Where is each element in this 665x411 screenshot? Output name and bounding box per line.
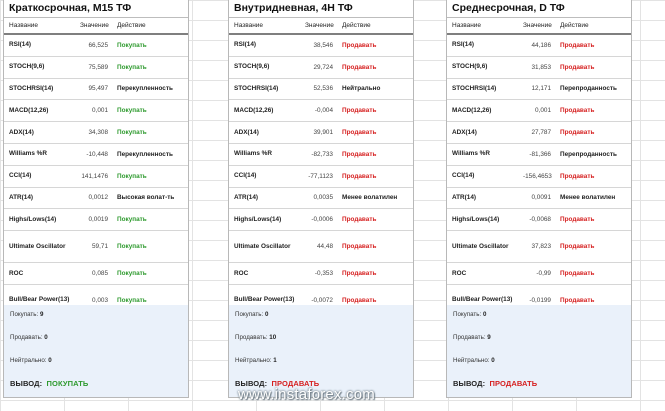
indicator-row bbox=[4, 263, 188, 285]
header-name: Название bbox=[234, 22, 264, 29]
buy-count-label: Покупать: bbox=[235, 311, 264, 318]
indicator-action: Продавать bbox=[560, 216, 595, 224]
indicator-action: Покупать bbox=[117, 63, 147, 71]
indicator-action: Покупать bbox=[117, 172, 147, 180]
buy-count-line bbox=[10, 311, 43, 318]
indicator-name: Ultimate Oscillator bbox=[234, 242, 291, 250]
indicator-row bbox=[447, 35, 631, 57]
indicator-action: Продавать bbox=[342, 107, 377, 115]
indicator-row bbox=[4, 35, 188, 57]
header-name: Название bbox=[9, 22, 39, 29]
indicator-action: Покупать bbox=[117, 107, 147, 115]
indicator-name: Highs/Lows(14) bbox=[452, 215, 500, 223]
indicator-row bbox=[447, 100, 631, 122]
summary-block bbox=[4, 305, 188, 397]
sell-count-line bbox=[235, 334, 276, 341]
indicator-action: Перепроданность bbox=[560, 85, 617, 93]
indicator-action: Покупать bbox=[117, 129, 147, 137]
indicator-row bbox=[447, 231, 631, 263]
indicator-name: Williams %R bbox=[9, 150, 47, 158]
indicator-name: Highs/Lows(14) bbox=[9, 215, 57, 223]
indicator-panel bbox=[3, 0, 189, 398]
indicator-row bbox=[447, 209, 631, 231]
indicator-action: Продавать bbox=[560, 129, 595, 137]
header-value: Значение bbox=[80, 22, 109, 29]
indicator-row bbox=[4, 231, 188, 263]
indicator-name: STOCHRSI(14) bbox=[9, 84, 54, 92]
indicator-name: RSI(14) bbox=[234, 41, 257, 49]
indicator-action: Покупать bbox=[117, 270, 147, 278]
indicator-row bbox=[4, 209, 188, 231]
indicator-value: 34,308 bbox=[88, 129, 108, 137]
buy-count: 0 bbox=[264, 311, 269, 318]
verdict-line bbox=[10, 379, 88, 388]
indicator-action: Продавать bbox=[560, 172, 595, 180]
indicator-name: ADX(14) bbox=[234, 128, 259, 136]
indicator-value: 0,001 bbox=[535, 107, 551, 115]
verdict-value: ПОКУПАТЬ bbox=[46, 379, 89, 388]
indicator-action: Высокая волат-ть bbox=[117, 194, 175, 202]
sell-count: 9 bbox=[487, 334, 491, 341]
column-header-row bbox=[4, 18, 188, 35]
indicator-name: STOCH(9,6) bbox=[9, 63, 45, 71]
indicator-value: 0,0035 bbox=[313, 194, 333, 202]
verdict-line bbox=[453, 379, 537, 388]
indicator-value: -0,353 bbox=[314, 270, 333, 278]
indicator-action: Перепроданность bbox=[560, 150, 617, 158]
indicator-value: -0,0072 bbox=[311, 296, 333, 304]
summary-block bbox=[229, 305, 413, 397]
indicator-action: Продавать bbox=[560, 296, 595, 304]
sell-count-label: Продавать: bbox=[453, 334, 486, 341]
indicator-row bbox=[229, 188, 413, 210]
indicator-panel bbox=[228, 0, 414, 398]
indicator-row bbox=[4, 79, 188, 101]
indicator-row bbox=[229, 57, 413, 79]
indicator-value: -0,0199 bbox=[529, 296, 551, 304]
indicator-value: 141,1476 bbox=[81, 172, 108, 180]
column-header-row bbox=[447, 18, 631, 35]
indicator-value: 44,186 bbox=[531, 41, 551, 49]
indicator-row bbox=[447, 263, 631, 285]
indicator-action: Покупать bbox=[117, 216, 147, 224]
indicator-action: Продавать bbox=[560, 243, 595, 251]
indicator-name: Williams %R bbox=[234, 150, 272, 158]
indicator-value: 38,546 bbox=[313, 41, 333, 49]
neutral-count-line bbox=[10, 357, 52, 364]
indicator-value: 12,171 bbox=[531, 85, 551, 93]
indicator-action: Продавать bbox=[342, 270, 377, 278]
sell-count-label: Продавать: bbox=[235, 334, 268, 341]
indicator-value: -156,4653 bbox=[523, 172, 552, 180]
indicator-value: 95,497 bbox=[88, 85, 108, 93]
indicator-value: 66,525 bbox=[88, 41, 108, 49]
indicator-action: Продавать bbox=[342, 41, 377, 49]
indicator-value: 59,71 bbox=[92, 243, 108, 251]
indicator-action: Продавать bbox=[342, 296, 377, 304]
neutral-count-label: Нейтрально: bbox=[235, 357, 272, 364]
header-name: Название bbox=[452, 22, 482, 29]
indicator-row bbox=[229, 35, 413, 57]
indicator-action: Продавать bbox=[342, 63, 377, 71]
indicator-value: -10,448 bbox=[86, 150, 108, 158]
neutral-count-label: Нейтрально: bbox=[453, 357, 490, 364]
column-header-row bbox=[229, 18, 413, 35]
buy-count: 9 bbox=[39, 311, 44, 318]
indicator-value: 0,0091 bbox=[531, 194, 551, 202]
panel-title: Внутридневная, 4H ТФ bbox=[229, 0, 413, 18]
indicator-name: ROC bbox=[452, 269, 467, 277]
indicator-action: Продавать bbox=[342, 129, 377, 137]
header-value: Значение bbox=[305, 22, 334, 29]
verdict-value: ПРОДАВАТЬ bbox=[271, 379, 320, 388]
header-value: Значение bbox=[523, 22, 552, 29]
indicator-name: ATR(14) bbox=[452, 193, 477, 201]
indicator-value: 31,853 bbox=[531, 63, 551, 71]
indicator-name: CCI(14) bbox=[452, 172, 475, 180]
indicator-name: ADX(14) bbox=[9, 128, 34, 136]
indicator-name: STOCH(9,6) bbox=[234, 63, 270, 71]
indicator-name: STOCHRSI(14) bbox=[452, 84, 497, 92]
verdict-label: ВЫВОД: bbox=[453, 379, 486, 388]
indicator-row bbox=[4, 166, 188, 188]
indicator-action: Продавать bbox=[342, 216, 377, 224]
buy-count: 0 bbox=[482, 311, 487, 318]
indicator-name: ATR(14) bbox=[9, 193, 34, 201]
neutral-count: 0 bbox=[491, 357, 495, 364]
indicator-value: 29,724 bbox=[313, 63, 333, 71]
indicator-row bbox=[229, 144, 413, 166]
verdict-value: ПРОДАВАТЬ bbox=[489, 379, 538, 388]
indicator-row bbox=[229, 166, 413, 188]
neutral-count: 1 bbox=[273, 357, 277, 364]
indicator-action: Перекупленность bbox=[117, 150, 173, 158]
indicator-value: 75,589 bbox=[88, 63, 108, 71]
indicator-action: Менее волатилен bbox=[560, 194, 616, 202]
indicator-row bbox=[4, 100, 188, 122]
buy-count-label: Покупать: bbox=[453, 311, 482, 318]
buy-count-label: Покупать: bbox=[10, 311, 39, 318]
verdict-label: ВЫВОД: bbox=[235, 379, 268, 388]
neutral-count-line bbox=[235, 357, 277, 364]
indicator-name: STOCH(9,6) bbox=[452, 63, 488, 71]
indicator-value: -82,733 bbox=[311, 150, 333, 158]
indicator-name: ROC bbox=[9, 269, 24, 277]
sell-count-line bbox=[453, 334, 491, 341]
indicator-panel bbox=[446, 0, 632, 398]
indicator-row bbox=[4, 188, 188, 210]
indicator-action: Покупать bbox=[117, 41, 147, 49]
indicator-value: -77,1123 bbox=[308, 172, 333, 180]
sell-count-line bbox=[10, 334, 48, 341]
indicator-row bbox=[447, 79, 631, 101]
sell-count: 10 bbox=[269, 334, 277, 341]
indicator-row bbox=[447, 122, 631, 144]
indicator-action: Продавать bbox=[560, 41, 595, 49]
indicator-row bbox=[4, 144, 188, 166]
indicator-value: 0,001 bbox=[92, 107, 108, 115]
buy-count-line bbox=[235, 311, 268, 318]
indicator-value: -81,366 bbox=[529, 150, 551, 158]
indicator-action: Нейтрально bbox=[342, 85, 381, 93]
indicator-name: ADX(14) bbox=[452, 128, 477, 136]
verdict-label: ВЫВОД: bbox=[10, 379, 43, 388]
indicator-value: -0,0006 bbox=[311, 216, 333, 224]
indicator-row bbox=[4, 57, 188, 79]
indicator-name: STOCHRSI(14) bbox=[234, 84, 279, 92]
indicator-name: ROC bbox=[234, 269, 249, 277]
buy-count-line bbox=[453, 311, 486, 318]
indicator-action: Продавать bbox=[342, 243, 377, 251]
indicator-value: 39,901 bbox=[313, 129, 333, 137]
indicator-row bbox=[229, 231, 413, 263]
indicator-name: Williams %R bbox=[452, 150, 490, 158]
summary-block bbox=[447, 305, 631, 397]
indicator-value: 44,48 bbox=[317, 243, 333, 251]
header-action: Действие bbox=[560, 22, 589, 29]
indicator-name: ATR(14) bbox=[234, 193, 259, 201]
neutral-count: 0 bbox=[48, 357, 52, 364]
indicator-row bbox=[229, 79, 413, 101]
indicator-name: Bull/Bear Power(13) bbox=[234, 296, 295, 304]
indicator-name: MACD(12,26) bbox=[9, 106, 49, 114]
indicator-name: Ultimate Oscillator bbox=[452, 242, 509, 250]
indicator-name: MACD(12,26) bbox=[234, 106, 274, 114]
indicator-row bbox=[447, 144, 631, 166]
indicator-row bbox=[447, 188, 631, 210]
instaforex-watermark: www.instaforex.com bbox=[238, 386, 375, 403]
indicator-action: Покупать bbox=[117, 243, 147, 251]
indicator-action: Продавать bbox=[560, 107, 595, 115]
indicator-value: 37,823 bbox=[531, 243, 551, 251]
indicator-action: Продавать bbox=[342, 150, 377, 158]
indicator-action: Менее волатилен bbox=[342, 194, 398, 202]
indicator-name: RSI(14) bbox=[9, 41, 32, 49]
indicator-value: -0,004 bbox=[314, 107, 333, 115]
neutral-count-label: Нейтрально: bbox=[10, 357, 47, 364]
indicator-name: Highs/Lows(14) bbox=[234, 215, 282, 223]
indicator-value: 0,0019 bbox=[88, 216, 108, 224]
indicator-value: 0,0012 bbox=[88, 194, 108, 202]
indicator-value: -0,99 bbox=[536, 270, 551, 278]
indicator-value: 0,003 bbox=[92, 296, 108, 304]
indicator-row bbox=[229, 122, 413, 144]
indicator-name: CCI(14) bbox=[234, 172, 257, 180]
indicator-name: CCI(14) bbox=[9, 172, 32, 180]
indicator-row bbox=[4, 122, 188, 144]
indicator-row bbox=[447, 166, 631, 188]
panel-title: Краткосрочная, M15 ТФ bbox=[4, 0, 188, 18]
indicator-name: Ultimate Oscillator bbox=[9, 242, 66, 250]
sell-count: 0 bbox=[44, 334, 48, 341]
sell-count-label: Продавать: bbox=[10, 334, 43, 341]
indicator-name: Bull/Bear Power(13) bbox=[9, 296, 70, 304]
indicator-action: Продавать bbox=[560, 270, 595, 278]
indicator-value: 52,536 bbox=[313, 85, 333, 93]
indicator-name: MACD(12,26) bbox=[452, 106, 492, 114]
indicator-action: Покупать bbox=[117, 296, 147, 304]
indicator-action: Перекупленность bbox=[117, 85, 173, 93]
neutral-count-line bbox=[453, 357, 495, 364]
panel-title: Среднесрочная, D ТФ bbox=[447, 0, 631, 18]
indicator-action: Продавать bbox=[560, 63, 595, 71]
indicator-row bbox=[447, 57, 631, 79]
indicator-value: 27,787 bbox=[531, 129, 551, 137]
header-action: Действие bbox=[342, 22, 371, 29]
indicator-action: Продавать bbox=[342, 172, 377, 180]
header-action: Действие bbox=[117, 22, 146, 29]
indicator-row bbox=[229, 209, 413, 231]
indicator-value: -0,0068 bbox=[529, 216, 551, 224]
indicator-name: RSI(14) bbox=[452, 41, 475, 49]
indicator-name: Bull/Bear Power(13) bbox=[452, 296, 513, 304]
indicator-row bbox=[229, 100, 413, 122]
indicator-value: 0,085 bbox=[92, 270, 108, 278]
indicator-row bbox=[229, 263, 413, 285]
